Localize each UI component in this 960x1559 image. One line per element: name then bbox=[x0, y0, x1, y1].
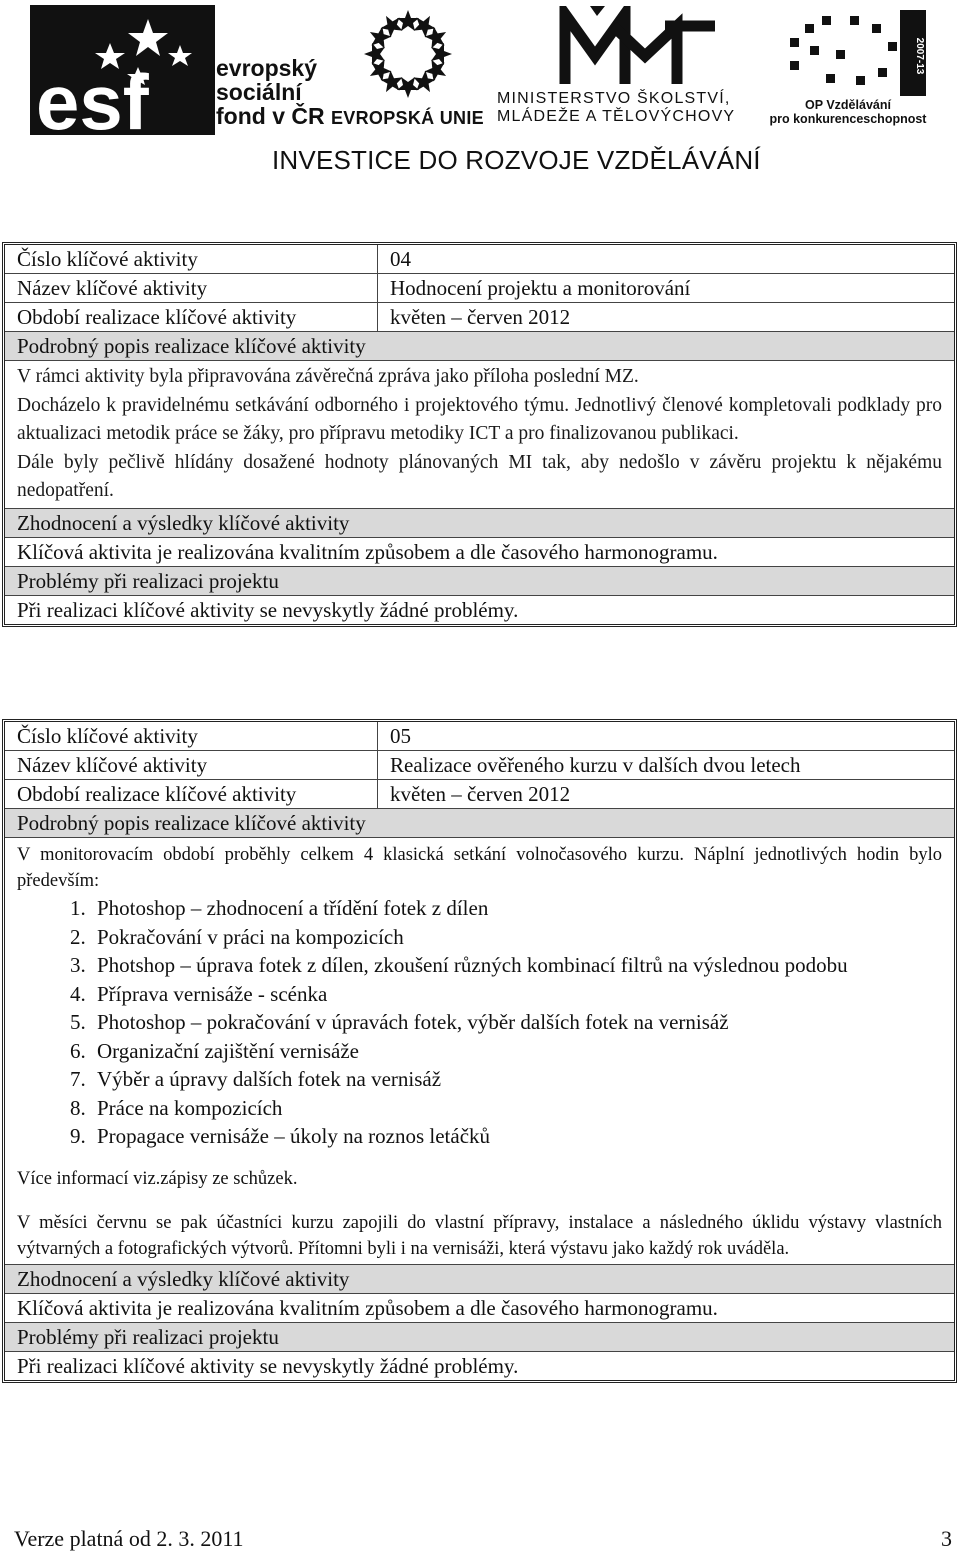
step-item: 6. Organizační zajištění vernisáže bbox=[91, 1037, 942, 1066]
op-line-1: OP Vzdělávání bbox=[805, 98, 891, 112]
msmt-line-2: MLÁDEŽE A TĚLOVÝCHOVY bbox=[497, 108, 736, 125]
obdobi-label: Období realizace klíčové aktivity bbox=[5, 303, 378, 331]
step-item: 1. Photoshop – zhodnocení a třídění fotek z dílen bbox=[91, 894, 942, 923]
step-item: 4. Příprava vernisáže - scénka bbox=[91, 980, 942, 1009]
op-line-2: pro konkurenceschopnost bbox=[769, 112, 927, 126]
cislo-value: 05 bbox=[390, 724, 411, 748]
step-item: 8. Práce na kompozicích bbox=[91, 1094, 942, 1123]
op-text bbox=[763, 98, 933, 126]
row-cislo bbox=[5, 722, 954, 751]
cislo-label: Číslo klíčové aktivity bbox=[5, 722, 378, 750]
esf-text bbox=[216, 56, 325, 128]
msmt-line-1: MINISTERSTVO ŠKOLSTVÍ, bbox=[497, 90, 731, 107]
popis-text bbox=[5, 361, 954, 509]
step-item: 2. Pokračování v práci na kompozicích bbox=[91, 923, 942, 952]
obdobi-label: Období realizace klíčové aktivity bbox=[5, 780, 378, 808]
footer-version: Verze platná od 2. 3. 2011 bbox=[14, 1526, 244, 1551]
zhodnoceni-label: Zhodnocení a výsledky klíčové aktivity bbox=[5, 509, 954, 538]
step-item: 9. Propagace vernisáže – úkoly na roznos letáčků bbox=[91, 1122, 942, 1151]
obdobi-value: květen – červen 2012 bbox=[390, 782, 571, 806]
cislo-value: 04 bbox=[390, 247, 411, 271]
activity-table-04 bbox=[2, 242, 957, 627]
row-cislo bbox=[5, 245, 954, 274]
popis-text bbox=[5, 838, 954, 1265]
spacer bbox=[17, 1151, 942, 1166]
row-obdobi bbox=[5, 303, 954, 332]
problemy-label: Problémy při realizaci projektu bbox=[5, 567, 954, 596]
step-item: 3. Photshop – úprava fotek z dílen, zkoušení různých kombinací filtrů na výslednou podobu bbox=[91, 951, 942, 980]
activity-table-05 bbox=[2, 719, 957, 1383]
op-years-text: 2007-13 bbox=[914, 37, 925, 75]
row-nazev bbox=[5, 751, 954, 780]
steps-list bbox=[17, 894, 942, 1151]
obdobi-value: květen – červen 2012 bbox=[390, 305, 571, 329]
row-obdobi bbox=[5, 780, 954, 809]
spacer bbox=[17, 1192, 942, 1210]
nazev-value: Hodnocení projektu a monitorování bbox=[390, 276, 691, 300]
esf-line-3: fond v ČR bbox=[216, 103, 325, 129]
step-item: 7. Výběr a úpravy dalších fotek na vernisáž bbox=[91, 1065, 942, 1094]
row-nazev bbox=[5, 274, 954, 303]
popis-label: Podrobný popis realizace klíčové aktivity bbox=[5, 332, 954, 361]
cislo-label: Číslo klíčové aktivity bbox=[5, 245, 378, 273]
esf-logo-letters: esf bbox=[36, 58, 149, 135]
popis-paragraph-3: Dále byly pečlivě hlídány dosažené hodnoty plánovaných MI tak, aby nedošlo v závěru projektu k nějakému nedopatření. bbox=[17, 451, 942, 501]
esf-line-1: evropský bbox=[216, 55, 318, 81]
msmt-text bbox=[497, 90, 735, 126]
nazev-label: Název klíčové aktivity bbox=[5, 274, 378, 302]
problemy-label: Problémy při realizaci projektu bbox=[5, 1323, 954, 1352]
step-item: 5. Photoshop – pokračování v úpravách fotek, výběr dalších fotek na vernisáž bbox=[91, 1008, 942, 1037]
zhodnoceni-value: Klíčová aktivita je realizována kvalitním způsobem a dle časového harmonogramu. bbox=[5, 538, 954, 567]
zhodnoceni-label: Zhodnocení a výsledky klíčové aktivity bbox=[5, 1265, 954, 1294]
popis-paragraph-2: Docházelo k pravidelnému setkávání odborného i projektového týmu. Jednotlivý členové kompletovali podklady pro aktualizaci metodik práce se žáky, pro přípravu metodiky ICT a pro finalizovanou publikaci. bbox=[17, 394, 942, 444]
investice-heading: INVESTICE DO ROZVOJE VZDĚLÁVÁNÍ bbox=[272, 145, 761, 175]
esf-line-2: sociální bbox=[216, 79, 302, 105]
eu-text: EVROPSKÁ UNIE bbox=[331, 108, 484, 128]
more-info: Více informací viz.zápisy ze schůzek. bbox=[17, 1168, 298, 1189]
popis-paragraph-1: V rámci aktivity byla připravována závěrečná zpráva jako příloha poslední MZ. bbox=[17, 366, 639, 387]
popis-intro: V monitorovacím období proběhly celkem 4 klasická setkání volnočasového kurzu. Náplní jednotlivých hodin bylo především: bbox=[17, 845, 942, 891]
problemy-value: Při realizaci klíčové aktivity se nevyskytly žádné problémy. bbox=[17, 1353, 519, 1378]
popis-label: Podrobný popis realizace klíčové aktivity bbox=[5, 809, 954, 838]
problemy-value: Při realizaci klíčové aktivity se nevyskytly žádné problémy. bbox=[17, 597, 519, 622]
nazev-label: Název klíčové aktivity bbox=[5, 751, 378, 779]
zhodnoceni-value: Klíčová aktivita je realizována kvalitním způsobem a dle časového harmonogramu. bbox=[5, 1294, 954, 1323]
header-logos bbox=[0, 0, 960, 180]
nazev-value: Realizace ověřeného kurzu v dalších dvou letech bbox=[390, 753, 801, 777]
june-text: V měsíci červnu se pak účastníci kurzu zapojili do vlastní přípravy, instalace a následného úklidu výstavy vlastních výtvarných a fotografických výtvorů. Přítomni byli i na vernisáži, která výstavu jako každý rok uváděla. bbox=[17, 1212, 942, 1259]
page-number: 3 bbox=[941, 1526, 952, 1551]
